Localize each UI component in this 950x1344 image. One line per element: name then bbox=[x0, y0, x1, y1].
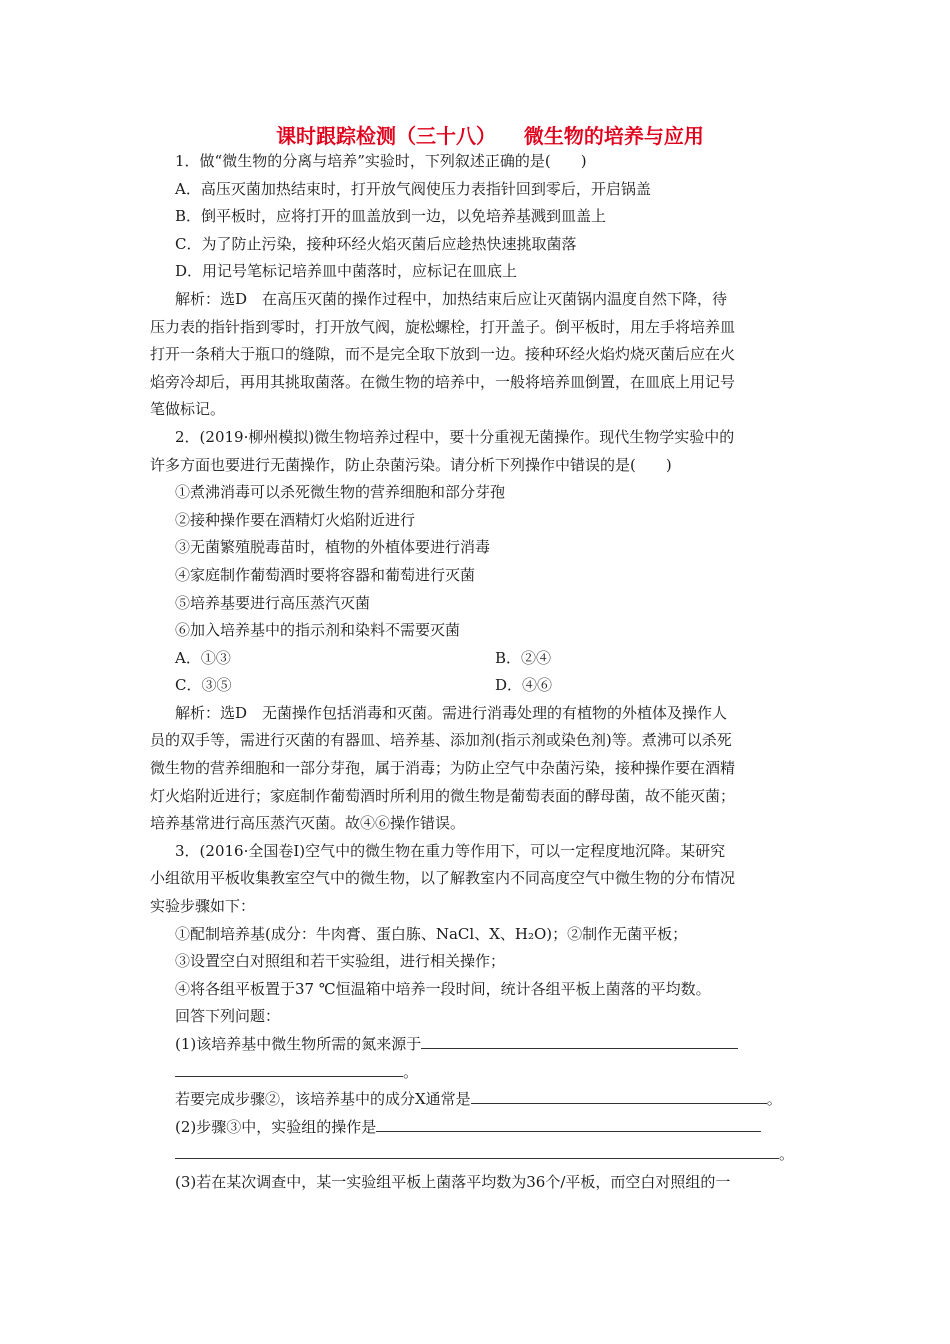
q2-analysis-line: 微生物的营养细胞和一部分芽孢，属于消毒；为防止空气中杂菌污染，接种操作要在酒精 bbox=[150, 759, 736, 778]
answer-blank[interactable] bbox=[421, 1032, 738, 1049]
q2-item: ①煮沸消毒可以杀死微生物的营养细胞和部分芽孢 bbox=[175, 483, 506, 502]
q3-sub1b-text: 若要完成步骤②，该培养基中的成分X通常是 bbox=[175, 1090, 471, 1109]
q2-options-row bbox=[175, 672, 815, 700]
q3-stem-line: 小组欲用平板收集教室空气中的微生物，以了解教室内不同高度空气中微生物的分布情况 bbox=[150, 869, 736, 888]
q1-option-d: D．用记号笔标记培养皿中菌落时，应标记在皿底上 bbox=[175, 262, 518, 281]
q3-sub2-line bbox=[175, 1114, 815, 1142]
q2-stem-line: 2．(2019·柳州模拟)微生物培养过程中，要十分重视无菌操作。现代生物学实验中的 bbox=[175, 427, 735, 446]
period-mark: 。 bbox=[766, 1090, 782, 1109]
q3-sub2-text: (2)步骤③中，实验组的操作是 bbox=[175, 1117, 377, 1136]
q2-analysis-line: 培养基常进行高压蒸汽灭菌。故④⑥操作错误。 bbox=[150, 814, 466, 833]
q2-analysis-line: 解析：选D 无菌操作包括消毒和灭菌。需进行消毒处理的有植物的外植体及操作人 bbox=[175, 703, 728, 722]
q1-option-c: C．为了防止污染，接种环经火焰灭菌后应趁热快速挑取菌落 bbox=[175, 234, 577, 253]
page-title: 课时跟踪检测（三十八） 微生物的培养与应用 bbox=[276, 124, 704, 148]
q2-item: ⑤培养基要进行高压蒸汽灭菌 bbox=[175, 593, 371, 612]
q2-option-d: D．④⑥ bbox=[495, 676, 553, 695]
q3-sub1b-line bbox=[175, 1086, 815, 1114]
q3-stem-line: 实验步骤如下： bbox=[150, 897, 256, 916]
q1-option-a: A．高压灭菌加热结束时，打开放气阀使压力表指针回到零后，开启锅盖 bbox=[175, 179, 651, 198]
q3-sub1-text: (1)该培养基中微生物所需的氮来源于 bbox=[175, 1035, 422, 1053]
period-mark: 。 bbox=[779, 1145, 795, 1164]
q3-sub1-cont bbox=[175, 1059, 815, 1087]
q2-option-b: B．②④ bbox=[495, 648, 552, 667]
q1-analysis-line: 压力表的指针指到零时，打开放气阀，旋松螺栓，打开盖子。倒平板时，用左手将培养皿 bbox=[150, 317, 736, 336]
q3-sub1-line bbox=[175, 1031, 815, 1059]
q3-step: ④将各组平板置于37 ℃恒温箱中培养一段时间，统计各组平板上菌落的平均数。 bbox=[175, 979, 711, 998]
q3-step: ①配制培养基(成分：牛肉膏、蛋白胨、NaCl、X、H₂O)；②制作无菌平板； bbox=[175, 924, 688, 943]
q3-prompt: 回答下列问题： bbox=[175, 1007, 281, 1026]
q2-analysis-line: 灯火焰附近进行；家庭制作葡萄酒时所利用的微生物是葡萄表面的酵母菌，故不能灭菌； bbox=[150, 786, 736, 805]
answer-blank[interactable] bbox=[175, 1060, 403, 1077]
q2-item: ⑥加入培养基中的指示剂和染料不需要灭菌 bbox=[175, 621, 461, 640]
q2-item: ②接种操作要在酒精灯火焰附近进行 bbox=[175, 510, 416, 529]
q2-item: ④家庭制作葡萄酒时要将容器和葡萄进行灭菌 bbox=[175, 565, 476, 584]
q1-option-b: B．倒平板时，应将打开的皿盖放到一边，以免培养基溅到皿盖上 bbox=[175, 207, 607, 226]
q2-analysis-line: 员的双手等，需进行灭菌的有器皿、培养基、添加剂(指示剂或染色剂)等。煮沸可以杀死 bbox=[150, 731, 732, 750]
q1-analysis-line: 焰旁冷却后，再用其挑取菌落。在微生物的培养中，一般将培养皿倒置，在皿底上用记号 bbox=[150, 372, 736, 391]
q3-sub3-line: (3)若在某次调查中，某一实验组平板上菌落平均数为36个/平板，而空白对照组的一 bbox=[175, 1172, 731, 1191]
q1-analysis-line: 笔做标记。 bbox=[150, 400, 226, 419]
q1-analysis-line: 打开一条稍大于瓶口的缝隙，而不是完全取下放到一边。接种环经火焰灼烧灭菌后应在火 bbox=[150, 345, 736, 364]
q1-analysis-line: 解析：选D 在高压灭菌的操作过程中，加热结束后应让灭菌锅内温度自然下降，待 bbox=[175, 289, 728, 308]
q2-option-c: C．③⑤ bbox=[175, 676, 232, 695]
q2-item: ③无菌繁殖脱毒苗时，植物的外植体要进行消毒 bbox=[175, 538, 491, 557]
answer-blank[interactable] bbox=[175, 1142, 779, 1159]
answer-blank[interactable] bbox=[376, 1115, 761, 1132]
q3-stem-line: 3．(2016·全国卷Ⅰ)空气中的微生物在重力等作用下，可以一定程度地沉降。某研究 bbox=[175, 841, 726, 860]
document-page bbox=[150, 124, 815, 1197]
period-mark: 。 bbox=[403, 1062, 419, 1081]
q2-options-row bbox=[175, 645, 815, 673]
q3-step: ③设置空白对照组和若干实验组，进行相关操作； bbox=[175, 952, 506, 971]
q1-stem: 1．做“微生物的分离与培养”实验时，下列叙述正确的是( ) bbox=[175, 152, 587, 170]
q2-stem-line: 许多方面也要进行无菌操作，防止杂菌污染。请分析下列操作中错误的是( ) bbox=[150, 455, 672, 474]
q2-option-a: A．①③ bbox=[175, 648, 231, 667]
q3-sub2-cont bbox=[175, 1141, 815, 1169]
answer-blank[interactable] bbox=[471, 1087, 767, 1104]
